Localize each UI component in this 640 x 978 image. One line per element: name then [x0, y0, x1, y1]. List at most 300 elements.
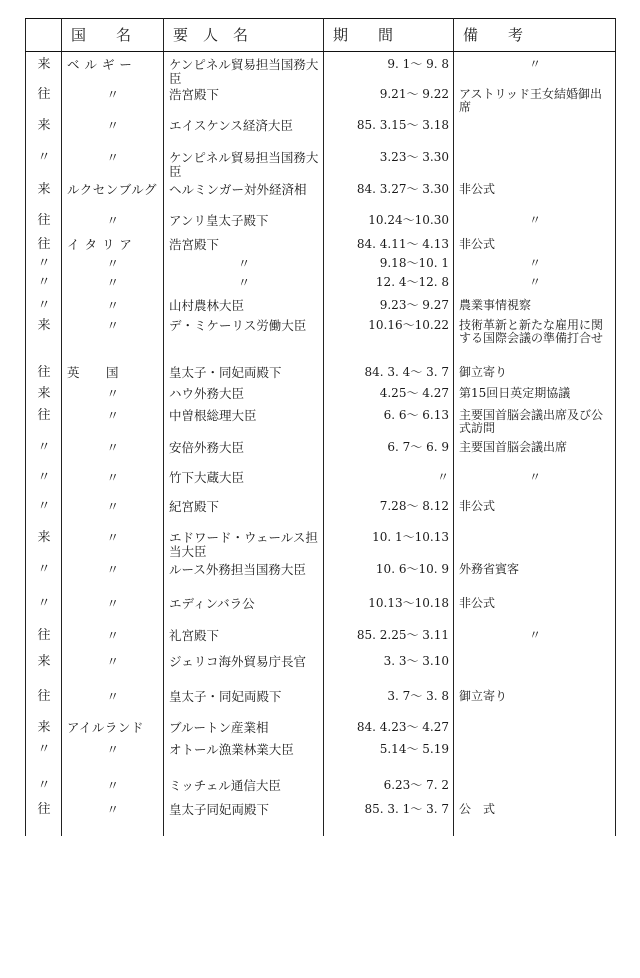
row-period-text: 10.24～10.30	[368, 213, 449, 227]
row-direction-text: 来	[37, 720, 51, 735]
row-direction-text: 往	[37, 213, 51, 228]
row-period	[324, 213, 454, 237]
table-row	[26, 720, 616, 742]
row-note	[454, 654, 616, 689]
row-direction-text: 来	[37, 654, 51, 669]
row-country-text: 〃	[106, 318, 120, 333]
row-period-text: 9.18～10. 1	[379, 256, 449, 270]
row-direction-text: 往	[37, 237, 51, 252]
header-note	[454, 19, 616, 52]
row-country-text: 〃	[106, 440, 120, 455]
row-direction-text: 往	[37, 628, 51, 643]
row-country-text: 英 国	[67, 365, 120, 380]
row-note	[454, 118, 616, 150]
table-row	[26, 596, 616, 628]
table-header	[26, 19, 616, 52]
row-period-text: 85. 3.15～ 3.18	[356, 118, 449, 132]
row-person	[164, 440, 324, 470]
row-note	[454, 150, 616, 182]
row-country-text: アイルランド	[67, 720, 144, 735]
row-period-text: 6. 7～ 6. 9	[387, 440, 449, 454]
row-note	[454, 689, 616, 720]
row-note	[454, 87, 616, 118]
row-direction	[26, 654, 62, 689]
row-person-text: ジェリコ海外貿易庁長官	[169, 654, 307, 669]
row-country	[62, 689, 164, 720]
row-direction-text: 〃	[37, 150, 51, 165]
row-period-text: 10.13～10.18	[368, 596, 449, 610]
row-direction	[26, 628, 62, 654]
row-note	[454, 720, 616, 742]
table-row	[26, 237, 616, 256]
row-period-text: 4.25～ 4.27	[379, 386, 449, 400]
row-direction-text: 〃	[37, 778, 51, 793]
row-person-text: 皇太子・同妃両殿下	[169, 689, 282, 704]
row-person-text: ブルートン産業相	[169, 720, 269, 735]
row-note-text: 公 式	[459, 802, 496, 816]
table-row	[26, 275, 616, 298]
row-country	[62, 256, 164, 275]
row-person	[164, 530, 324, 562]
row-note	[454, 237, 616, 256]
row-country-text: 〃	[106, 298, 120, 313]
row-country-text: イ タ リ ア	[67, 237, 133, 252]
row-country-text: 〃	[106, 530, 120, 545]
row-direction	[26, 318, 62, 365]
row-direction-text: 来	[37, 318, 51, 333]
row-person	[164, 365, 324, 386]
row-note	[454, 318, 616, 365]
header-note-label: 備 考	[463, 25, 524, 44]
table-row	[26, 628, 616, 654]
row-direction	[26, 596, 62, 628]
row-note-text: 外務省賓客	[459, 562, 520, 576]
row-country	[62, 386, 164, 408]
row-country-text: 〃	[106, 742, 120, 757]
row-country	[62, 530, 164, 562]
row-person	[164, 237, 324, 256]
row-direction-text: 来	[37, 57, 51, 72]
row-note-text: 主要国首脳会議出席	[459, 440, 568, 454]
row-direction-text: 来	[37, 118, 51, 133]
row-period	[324, 562, 454, 596]
row-note-text: 主要国首脳会議出席及び公式訪問	[459, 408, 604, 436]
row-direction	[26, 275, 62, 298]
row-note-text: 〃	[528, 470, 541, 484]
row-country	[62, 562, 164, 596]
row-direction	[26, 408, 62, 440]
table-row	[26, 52, 616, 88]
row-country-text: 〃	[106, 596, 120, 611]
row-note	[454, 365, 616, 386]
row-country	[62, 182, 164, 213]
row-direction	[26, 802, 62, 836]
row-country-text: 〃	[106, 778, 120, 793]
row-country	[62, 365, 164, 386]
row-person	[164, 52, 324, 88]
row-direction-text: 〃	[37, 596, 51, 611]
row-note	[454, 256, 616, 275]
row-person	[164, 689, 324, 720]
row-person	[164, 118, 324, 150]
row-person	[164, 562, 324, 596]
row-period	[324, 778, 454, 802]
row-period	[324, 386, 454, 408]
row-person-text: ケンピネル貿易担当国務大臣	[169, 57, 319, 86]
row-note-text: 〃	[528, 275, 541, 289]
row-country	[62, 150, 164, 182]
table-row	[26, 150, 616, 182]
row-period	[324, 118, 454, 150]
row-direction	[26, 213, 62, 237]
row-note	[454, 386, 616, 408]
row-country-text: 〃	[106, 118, 120, 133]
row-person	[164, 213, 324, 237]
row-direction	[26, 237, 62, 256]
row-direction-text: 来	[37, 386, 51, 401]
row-note-text: 非公式	[459, 182, 496, 196]
row-person	[164, 802, 324, 836]
row-period-text: 3.23～ 3.30	[379, 150, 449, 164]
row-note	[454, 742, 616, 778]
row-period	[324, 720, 454, 742]
row-period	[324, 318, 454, 365]
row-direction-text: 往	[37, 408, 51, 423]
row-direction	[26, 87, 62, 118]
row-country	[62, 237, 164, 256]
row-period-text: 12. 4～12. 8	[375, 275, 449, 289]
row-direction	[26, 530, 62, 562]
row-direction-text: 往	[37, 802, 51, 817]
row-person-text: ケンピネル貿易担当国務大臣	[169, 150, 319, 179]
row-note-text: 非公式	[459, 499, 496, 513]
row-direction	[26, 150, 62, 182]
row-person	[164, 596, 324, 628]
row-direction-text: 往	[37, 87, 51, 102]
table-row	[26, 530, 616, 562]
row-direction-text: 〃	[37, 470, 51, 485]
row-person-text: 皇太子・同妃両殿下	[169, 365, 282, 380]
row-period	[324, 237, 454, 256]
row-period	[324, 298, 454, 318]
row-direction	[26, 256, 62, 275]
row-note	[454, 298, 616, 318]
row-person-text: エディンバラ公	[169, 596, 255, 611]
row-period-text: 84. 3. 4～ 3. 7	[364, 365, 449, 379]
row-person-text: ヘルミンガー対外経済相	[169, 182, 307, 197]
row-country	[62, 802, 164, 836]
row-period-text: 9. 1～ 9. 8	[387, 57, 449, 71]
row-note	[454, 562, 616, 596]
header-country-label: 国 名	[71, 25, 132, 44]
table-row	[26, 298, 616, 318]
row-period	[324, 52, 454, 88]
row-country-text: 〃	[106, 628, 120, 643]
row-country-text: ルクセンブルグ	[67, 182, 158, 197]
row-country-text: 〃	[106, 470, 120, 485]
table-row	[26, 562, 616, 596]
header-person-label: 要 人 名	[173, 25, 249, 44]
row-country-text: 〃	[106, 562, 120, 577]
row-note-text: アストリッド王女結婚御出席	[459, 87, 603, 115]
row-period	[324, 256, 454, 275]
row-period	[324, 689, 454, 720]
row-direction	[26, 118, 62, 150]
row-direction-text: 〃	[37, 275, 51, 290]
header-period	[324, 19, 454, 52]
row-period	[324, 802, 454, 836]
row-country	[62, 720, 164, 742]
row-direction-text: 〃	[37, 742, 51, 757]
row-period-text: 84. 3.27～ 3.30	[356, 182, 449, 196]
row-person	[164, 182, 324, 213]
row-country	[62, 52, 164, 88]
row-country	[62, 470, 164, 499]
row-period-text: 9.21～ 9.22	[379, 87, 449, 101]
table-row	[26, 87, 616, 118]
row-note	[454, 596, 616, 628]
row-country-text: 〃	[106, 499, 120, 514]
header-period-label: 期 間	[333, 25, 394, 44]
table-row	[26, 654, 616, 689]
row-note	[454, 530, 616, 562]
row-person-text: 安倍外務大臣	[169, 440, 245, 455]
row-direction	[26, 386, 62, 408]
row-direction	[26, 689, 62, 720]
row-direction	[26, 52, 62, 88]
row-country-text: 〃	[106, 689, 120, 704]
table-row	[26, 182, 616, 213]
row-direction-text: 〃	[37, 440, 51, 455]
row-note	[454, 213, 616, 237]
row-person-text: 竹下大蔵大臣	[169, 470, 245, 485]
row-direction-text: 〃	[37, 562, 51, 577]
row-person-text: ハウ外務大臣	[169, 386, 245, 401]
row-note	[454, 182, 616, 213]
row-note	[454, 499, 616, 530]
row-direction	[26, 440, 62, 470]
row-period	[324, 530, 454, 562]
row-period-text: 85. 3. 1～ 3. 7	[364, 802, 449, 816]
table-row	[26, 689, 616, 720]
table-row	[26, 318, 616, 365]
table-row	[26, 499, 616, 530]
row-person-text: ルース外務担当国務大臣	[169, 562, 306, 577]
row-country-text: 〃	[106, 213, 120, 228]
row-country	[62, 275, 164, 298]
row-direction	[26, 470, 62, 499]
row-period	[324, 654, 454, 689]
row-note	[454, 802, 616, 836]
row-person-text: オトール漁業林業大臣	[169, 742, 294, 757]
row-person-text: 皇太子同妃両殿下	[169, 802, 270, 817]
table-row	[26, 440, 616, 470]
row-note-text: 第15回日英定期協議	[459, 386, 571, 400]
row-direction-text: 往	[37, 689, 51, 704]
row-direction-text: 〃	[37, 256, 51, 271]
row-person-text: 紀宮殿下	[169, 499, 220, 514]
row-person	[164, 256, 324, 275]
table-row	[26, 470, 616, 499]
row-period	[324, 87, 454, 118]
row-direction	[26, 499, 62, 530]
row-period	[324, 182, 454, 213]
row-note-text: 非公式	[459, 237, 496, 251]
table-row	[26, 256, 616, 275]
row-country	[62, 213, 164, 237]
row-period-text: 10.16～10.22	[368, 318, 449, 332]
row-period	[324, 628, 454, 654]
row-period-text: 85. 2.25～ 3.11	[356, 628, 449, 642]
row-country	[62, 596, 164, 628]
row-person-text: 〃	[237, 275, 251, 290]
row-country-text: 〃	[106, 87, 120, 102]
table-body	[26, 52, 616, 837]
row-note-text: 御立寄り	[459, 365, 508, 379]
row-person-text: 〃	[237, 256, 251, 271]
row-country	[62, 499, 164, 530]
row-period-text: 6.23～ 7. 2	[383, 778, 449, 792]
row-country-text: 〃	[106, 408, 120, 423]
row-direction	[26, 298, 62, 318]
row-person	[164, 386, 324, 408]
row-note	[454, 275, 616, 298]
row-person-text: 礼宮殿下	[169, 628, 220, 643]
row-direction	[26, 720, 62, 742]
row-person	[164, 275, 324, 298]
row-period-text: 10. 1～10.13	[372, 530, 449, 544]
row-note-text: 〃	[528, 256, 541, 270]
row-note-text: 〃	[528, 628, 541, 642]
row-note-text: 〃	[528, 213, 541, 227]
row-direction-text: 来	[37, 182, 51, 197]
row-note-text: 御立寄り	[459, 689, 508, 703]
table-row	[26, 802, 616, 836]
row-country	[62, 440, 164, 470]
row-note-text: 非公式	[459, 596, 496, 610]
row-period	[324, 440, 454, 470]
row-person-text: 浩宮殿下	[169, 237, 220, 252]
row-direction-text: 往	[37, 365, 51, 380]
row-direction	[26, 365, 62, 386]
row-person	[164, 87, 324, 118]
row-note-text: 農業事情視察	[459, 298, 532, 312]
row-country-text: 〃	[106, 802, 120, 817]
row-country-text: 〃	[106, 654, 120, 669]
row-period	[324, 275, 454, 298]
row-direction-text: 来	[37, 530, 51, 545]
row-country	[62, 298, 164, 318]
row-note	[454, 628, 616, 654]
row-direction-text: 〃	[37, 298, 51, 313]
row-person	[164, 298, 324, 318]
visits-table	[25, 18, 616, 836]
row-person-text: エドワード・ウェールス担当大臣	[169, 530, 318, 559]
row-note-text: 〃	[528, 57, 541, 71]
row-note	[454, 408, 616, 440]
row-country-text: 〃	[106, 256, 120, 271]
row-period	[324, 470, 454, 499]
table-row	[26, 742, 616, 778]
row-person-text: デ・ミケーリス労働大臣	[169, 318, 307, 333]
row-person-text: アンリ皇太子殿下	[169, 213, 269, 228]
table-row	[26, 386, 616, 408]
row-period	[324, 408, 454, 440]
row-country	[62, 628, 164, 654]
row-period-text: 5.14～ 5.19	[379, 742, 449, 756]
row-person	[164, 470, 324, 499]
row-period	[324, 150, 454, 182]
row-person	[164, 499, 324, 530]
header-row	[26, 19, 616, 52]
row-period	[324, 499, 454, 530]
row-period	[324, 742, 454, 778]
header-country	[62, 19, 164, 52]
row-period-text: 7.28～ 8.12	[379, 499, 449, 513]
row-person-text: 山村農林大臣	[169, 298, 245, 313]
row-period-text: 3. 7～ 3. 8	[387, 689, 449, 703]
row-person-text: ミッチェル通信大臣	[169, 778, 281, 793]
row-person	[164, 150, 324, 182]
table-row	[26, 778, 616, 802]
row-note-text: 技術革新と新たな雇用に関する国際会議の準備打合せ	[459, 318, 604, 346]
row-country	[62, 742, 164, 778]
table-row	[26, 118, 616, 150]
header-direction	[26, 19, 62, 52]
row-direction	[26, 778, 62, 802]
table-row	[26, 365, 616, 386]
row-person	[164, 720, 324, 742]
row-direction-text: 〃	[37, 499, 51, 514]
row-direction	[26, 182, 62, 213]
row-country-text: 〃	[106, 150, 120, 165]
row-note	[454, 440, 616, 470]
row-country-text: 〃	[106, 386, 120, 401]
row-note	[454, 52, 616, 88]
row-note	[454, 470, 616, 499]
row-person	[164, 654, 324, 689]
table-row	[26, 408, 616, 440]
row-country	[62, 778, 164, 802]
row-country	[62, 87, 164, 118]
row-period	[324, 365, 454, 386]
row-country-text: 〃	[106, 275, 120, 290]
row-direction	[26, 562, 62, 596]
row-person-text: 浩宮殿下	[169, 87, 220, 102]
row-period-text: 3. 3～ 3.10	[383, 654, 449, 668]
row-period-text: 10. 6～10. 9	[375, 562, 449, 576]
row-period-text: 84. 4.23～ 4.27	[356, 720, 449, 734]
row-period-text: 9.23～ 9.27	[379, 298, 449, 312]
table-row	[26, 213, 616, 237]
row-country	[62, 318, 164, 365]
row-person	[164, 628, 324, 654]
row-person	[164, 742, 324, 778]
row-period-text: 84. 4.11～ 4.13	[356, 237, 449, 251]
row-person-text: 中曽根総理大臣	[169, 408, 257, 423]
row-country-text: ベ ル ギ ー	[67, 57, 133, 72]
row-direction	[26, 742, 62, 778]
row-period	[324, 596, 454, 628]
row-period-text: 〃	[436, 470, 449, 484]
row-country	[62, 654, 164, 689]
row-person	[164, 318, 324, 365]
row-country	[62, 118, 164, 150]
row-country	[62, 408, 164, 440]
row-note	[454, 778, 616, 802]
row-person-text: エイスケンス経済大臣	[169, 118, 293, 133]
header-person	[164, 19, 324, 52]
